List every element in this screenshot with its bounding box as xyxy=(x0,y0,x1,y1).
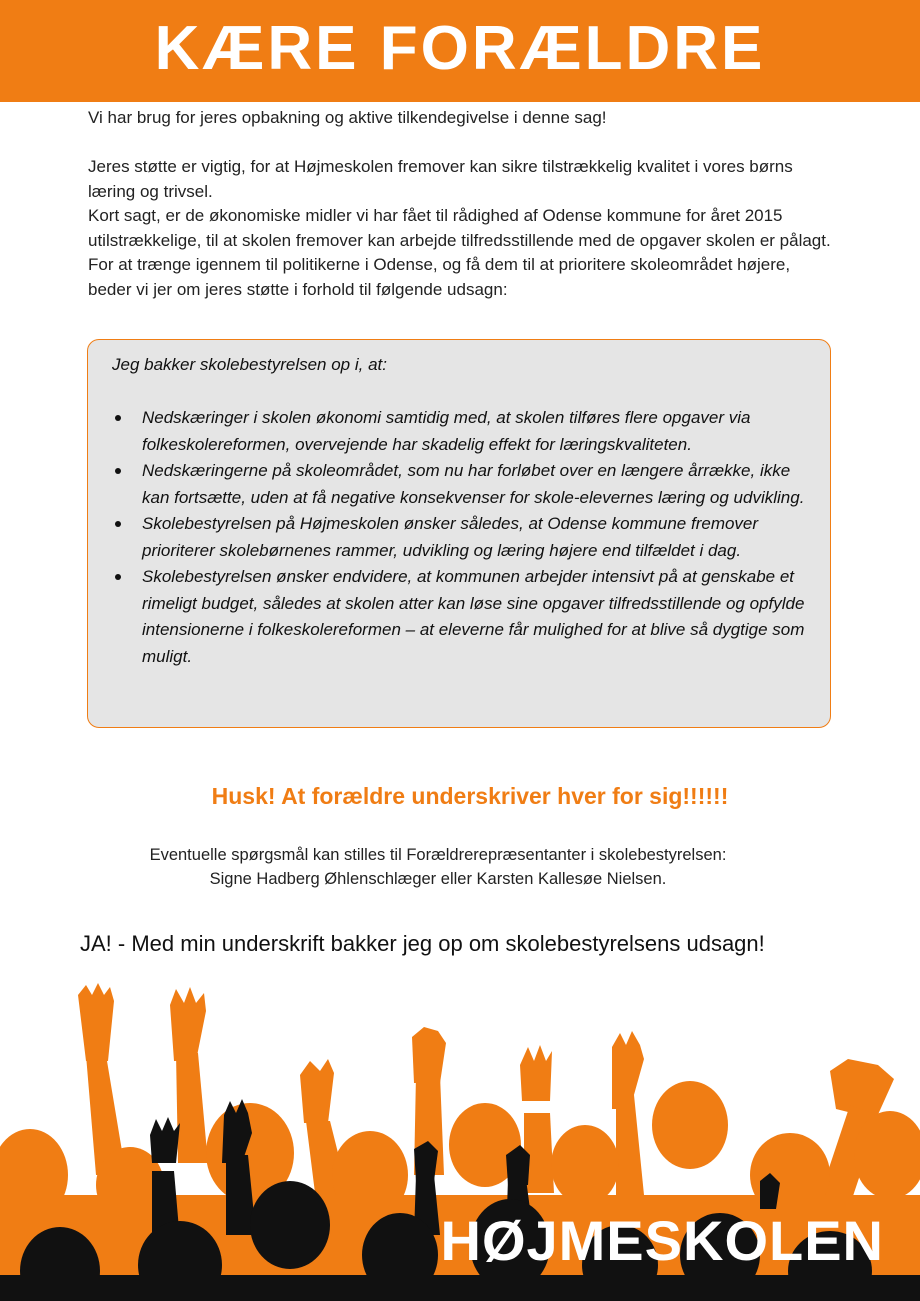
contact-line: Signe Hadberg Øhlenschlæger eller Karsten Kallesøe Nielsen. xyxy=(209,870,667,888)
contact-info xyxy=(0,843,876,891)
list-item: Nedskæringer i skolen økonomi samtidig med, at skolen tilføres flere opgaver via folkeskolereformen, overvejende har skadelig effekt for læringskvaliteten. xyxy=(112,405,806,458)
school-brand-name: HØJMESKOLEN xyxy=(440,1209,884,1272)
intro-paragraph: For at trænge igennem til politikerne i Odense, og få dem til at prioritere skoleområdet højere, beder vi jer om jeres støtte i forhold til følgende udsagn: xyxy=(88,255,791,299)
intro-lead: Vi har brug for jeres opbakning og aktive tilkendegivelse i denne sag! xyxy=(88,108,607,127)
page-title: KÆRE FORÆLDRE xyxy=(154,13,766,83)
list-item: Nedskæringerne på skoleområdet, som nu har forløbet over en længere årrække, ikke kan fortsætte, uden at få negative konsekvenser for skole-elevernes læring og udvikling. xyxy=(112,458,806,511)
contact-line: Eventuelle spørgsmål kan stilles til Forældrerepræsentanter i skolebestyrelsen: xyxy=(149,846,727,864)
header-band xyxy=(0,0,920,102)
intro-section xyxy=(88,106,838,302)
statement-list xyxy=(112,405,806,670)
list-item: Skolebestyrelsen ønsker endvidere, at kommunen arbejder intensivt på at genskabe et rimeligt budget, således at skolen atter kan løse sine opgaver tilfredsstillende og opfylde intensionerne i folkeskolereformen – at eleverne får mulighed for at blive så dygtige som muligt. xyxy=(112,564,806,670)
list-item: Skolebestyrelsen på Højmeskolen ønsker således, at Odense kommune fremover prioriterer skolebørnenes rammer, udvikling og læring højere end tilfældet i dag. xyxy=(112,511,806,564)
statement-box xyxy=(87,339,831,728)
reminder-heading: Husk! At forældre underskriver hver for sig!!!!!! xyxy=(211,783,729,809)
intro-paragraph: Jeres støtte er vigtig, for at Højmeskolen fremover kan sikre tilstrækkelig kvalitet i vores børns læring og trivsel. xyxy=(88,157,793,201)
signature-statement: JA! - Med min underskrift bakker jeg op om skolebestyrelsens udsagn! xyxy=(80,931,765,956)
intro-paragraph: Kort sagt, er de økonomiske midler vi har fået til rådighed af Odense kommune for året 2015 utilstrækkelige, til at skolen fremover kan arbejde tilfredsstillende med de opgaver skolen er pålagt. xyxy=(88,206,831,250)
statement-intro: Jeg bakker skolebestyrelsen op i, at: xyxy=(112,355,387,374)
